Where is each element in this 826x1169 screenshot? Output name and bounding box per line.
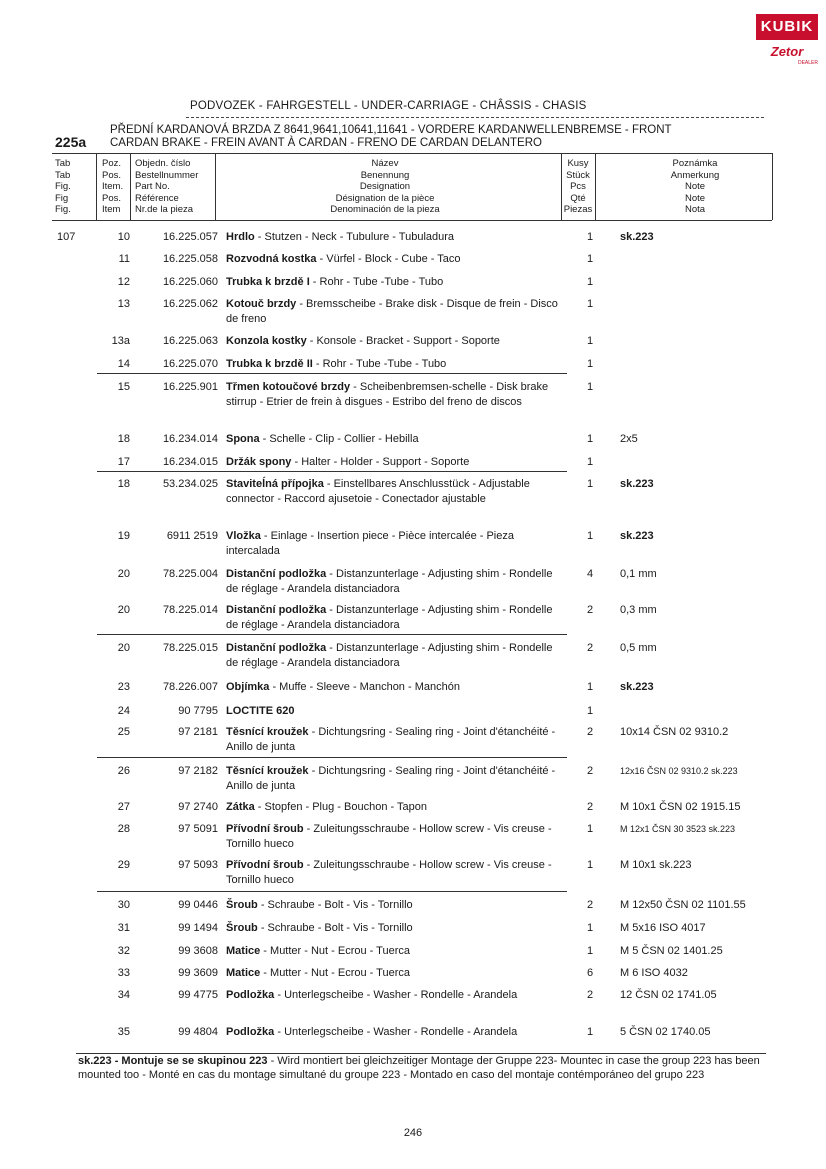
- row-pos: 17: [117, 456, 130, 468]
- page-number: 246: [403, 1127, 423, 1139]
- row-part-no: 16.225.070: [162, 358, 218, 370]
- row-name: Rozvodná kostka - Vürfel - Block - Cube - Taco: [226, 253, 461, 265]
- header-name: Název Benennung Designation Désignation de la pièce Denominación de la pieza: [330, 158, 440, 215]
- row-name: Třmen kotoučové brzdy - Scheibenbremsen-schelle - Disk brake stirrup - Etrier de frein à disgues - Estribo del freno de discos: [226, 381, 549, 408]
- logo-zetor-text: Zetor: [770, 44, 804, 59]
- row-pos: 31: [117, 922, 130, 934]
- row-note: 12 ČSN 02 1741.05: [620, 989, 717, 1001]
- row-qty: 4: [586, 568, 594, 580]
- row-pos: 33: [117, 967, 130, 979]
- row-note: 0,3 mm: [620, 604, 657, 616]
- row-pos: 32: [117, 945, 130, 957]
- row-note: sk.223: [620, 231, 654, 243]
- row-name: Držák spony - Halter - Holder - Support - Soporte: [226, 456, 470, 468]
- row-name: Podložka - Unterlegscheibe - Washer - Rondelle - Arandela: [226, 989, 518, 1001]
- row-pos: 25: [117, 726, 130, 738]
- row-pos: 14: [117, 358, 130, 370]
- row-part-no: 53.234.025: [162, 478, 218, 490]
- row-qty: 2: [586, 765, 594, 777]
- row-part-no: 99 1494: [178, 922, 218, 934]
- row-pos: 13a: [111, 335, 130, 347]
- row-name: Trubka k brzdě II - Rohr - Tube -Tube - Tubo: [226, 358, 447, 370]
- row-name: Těsnící kroužek - Dichtungsring - Sealing ring - Joint d'étanchéité - Anillo de junta: [226, 765, 556, 792]
- row-pos: 35: [117, 1026, 130, 1038]
- row-name: LOCTITE 620: [226, 705, 295, 717]
- header-fig: Tab Tab Fig. Fig Fig.: [55, 158, 71, 215]
- row-qty: 1: [586, 859, 594, 871]
- row-note: 12x16 ČSN 02 9310.2 sk.223: [620, 766, 738, 776]
- row-pos: 20: [117, 604, 130, 616]
- row-name: Zátka - Stopfen - Plug - Bouchon - Tapon: [226, 801, 427, 813]
- row-name: Distanční podložka - Distanzunterlage - Adjusting shim - Rondelle de réglage - Arandela distanciadora: [226, 604, 553, 631]
- row-note: M 10x1 sk.223: [620, 859, 692, 871]
- row-note: M 5x16 ISO 4017: [620, 922, 706, 934]
- row-separator: [97, 757, 567, 758]
- row-part-no: 97 5091: [178, 823, 218, 835]
- row-name: Přívodní šroub - Zuleitungsschraube - Hollow screw - Vis creuse - Tornillo hueco: [226, 859, 552, 886]
- row-name: Objímka - Muffe - Sleeve - Manchon - Manchón: [226, 681, 460, 693]
- row-part-no: 97 2740: [178, 801, 218, 813]
- row-pos: 18: [117, 433, 130, 445]
- row-pos: 18: [117, 478, 130, 490]
- row-part-no: 97 5093: [178, 859, 218, 871]
- row-qty: 2: [586, 642, 594, 654]
- row-name: Staviteĺná přípojka - Einstellbares Anschlusstück - Adjustable connector - Raccord ajusetoie - Conectador ajustable: [226, 478, 530, 505]
- row-part-no: 99 4775: [178, 989, 218, 1001]
- row-name: Trubka k brzdě I - Rohr - Tube -Tube - Tubo: [226, 276, 444, 288]
- row-pos: 30: [117, 899, 130, 911]
- header-note: Poznámka Anmerkung Note Note Nota: [670, 158, 720, 215]
- row-pos: 19: [117, 530, 130, 542]
- row-qty: 1: [586, 253, 594, 265]
- row-qty: 1: [586, 530, 594, 542]
- row-qty: 1: [586, 922, 594, 934]
- row-part-no: 16.225.063: [162, 335, 218, 347]
- row-part-no: 97 2181: [178, 726, 218, 738]
- row-name: Kotouč brzdy - Bremsscheibe - Brake disk - Disque de frein - Disco de freno: [226, 298, 558, 325]
- row-note: 5 ČSN 02 1740.05: [620, 1026, 711, 1038]
- row-part-no: 90 7795: [178, 705, 218, 717]
- footnote-key: sk.223 - Montuje se se skupinou 223: [78, 1055, 268, 1067]
- row-note: sk.223: [620, 681, 654, 693]
- row-qty: 1: [586, 478, 594, 490]
- logo-kubik-text: KUBIK: [756, 14, 818, 40]
- row-name: Distanční podložka - Distanzunterlage - Adjusting shim - Rondelle de réglage - Arandela distanciadora: [226, 568, 553, 595]
- row-part-no: 16.225.058: [162, 253, 218, 265]
- row-name: Konzola kostky - Konsole - Bracket - Support - Soporte: [226, 335, 500, 347]
- row-note: 10x14 ČSN 02 9310.2: [620, 726, 729, 738]
- row-name: Těsnící kroužek - Dichtungsring - Sealing ring - Joint d'étanchéité - Anillo de junta: [226, 726, 556, 753]
- row-note: M 6 ISO 4032: [620, 967, 688, 979]
- row-qty: 1: [586, 433, 594, 445]
- row-part-no: 78.225.015: [162, 642, 218, 654]
- row-pos: 27: [117, 801, 130, 813]
- row-fig: 107: [57, 231, 76, 243]
- row-qty: 1: [586, 1026, 594, 1038]
- footnote: [78, 1054, 768, 1082]
- row-name: Matice - Mutter - Nut - Ecrou - Tuerca: [226, 967, 411, 979]
- row-pos: 11: [118, 253, 130, 265]
- group-title-line2: CARDAN BRAKE - FREIN AVANT À CARDAN - FRENO DE CARDAN DELANTERO: [110, 137, 542, 149]
- row-qty: 1: [586, 681, 594, 693]
- row-qty: 2: [586, 989, 594, 1001]
- row-part-no: 16.225.060: [162, 276, 218, 288]
- row-note: M 12x1 ČSN 30 3523 sk.223: [620, 824, 736, 834]
- row-pos: 26: [117, 765, 130, 777]
- row-qty: 2: [586, 726, 594, 738]
- row-note: M 5 ČSN 02 1401.25: [620, 945, 723, 957]
- group-number: 225a: [55, 134, 87, 150]
- row-qty: 1: [586, 456, 594, 468]
- row-separator: [97, 634, 567, 635]
- row-part-no: 97 2182: [178, 765, 218, 777]
- row-note: M 10x1 ČSN 02 1915.15: [620, 801, 741, 813]
- header-qty: Kusy Stück Pcs Qté Piezas: [563, 158, 593, 215]
- row-note: M 12x50 ČSN 02 1101.55: [620, 899, 746, 911]
- row-part-no: 16.225.062: [162, 298, 218, 310]
- row-name: Podložka - Unterlegscheibe - Washer - Rondelle - Arandela: [226, 1026, 518, 1038]
- row-pos: 15: [117, 381, 130, 393]
- row-qty: 1: [586, 945, 594, 957]
- row-part-no: 16.234.015: [162, 456, 218, 468]
- row-pos: 13: [117, 298, 130, 310]
- row-separator: [97, 891, 567, 892]
- row-name: Šroub - Schraube - Bolt - Vis - Tornillo: [226, 899, 413, 911]
- row-qty: 6: [586, 967, 594, 979]
- row-part-no: 78.225.004: [162, 568, 218, 580]
- row-pos: 20: [117, 568, 130, 580]
- row-pos: 20: [117, 642, 130, 654]
- row-qty: 1: [586, 358, 594, 370]
- row-part-no: 6911 2519: [166, 530, 218, 542]
- row-part-no: 16.225.901: [162, 381, 218, 393]
- row-name: Vložka - Einlage - Insertion piece - Pièce intercalée - Pieza intercalada: [226, 530, 514, 557]
- row-name: Spona - Schelle - Clip - Collier - Hebilla: [226, 433, 419, 445]
- row-name: Hrdlo - Stutzen - Neck - Tubulure - Tubuladura: [226, 231, 455, 243]
- row-part-no: 99 4804: [178, 1026, 218, 1038]
- row-qty: 2: [586, 899, 594, 911]
- row-separator: [97, 471, 567, 472]
- row-qty: 1: [586, 276, 594, 288]
- row-qty: 1: [586, 381, 594, 393]
- row-note: sk.223: [620, 478, 654, 490]
- footnote-text: - Wird montiert bei gleichzeitiger Montage der Gruppe 223- Mountec in case the group 223 has been mounted too - Monté en cas du montage simultané du groupe 223 - Montado en caso del montaje contémporáneo del grupo 223: [78, 1055, 760, 1081]
- row-pos: 10: [117, 231, 130, 243]
- row-part-no: 99 3608: [178, 945, 218, 957]
- row-part-no: 78.225.014: [162, 604, 218, 616]
- row-separator: [97, 373, 567, 374]
- row-name: Distanční podložka - Distanzunterlage - Adjusting shim - Rondelle de réglage - Arandela distanciadora: [226, 642, 553, 669]
- row-part-no: 16.234.014: [162, 433, 218, 445]
- row-qty: 1: [586, 298, 594, 310]
- row-note: sk.223: [620, 530, 654, 542]
- row-part-no: 99 3609: [178, 967, 218, 979]
- header-pos: Poz. Pos. Item. Pos. Item: [102, 158, 124, 215]
- row-pos: 12: [117, 276, 130, 288]
- row-note: 2x5: [620, 433, 638, 445]
- row-name: Matice - Mutter - Nut - Ecrou - Tuerca: [226, 945, 411, 957]
- row-pos: 24: [117, 705, 130, 717]
- row-part-no: 16.225.057: [162, 231, 218, 243]
- row-part-no: 99 0446: [178, 899, 218, 911]
- row-qty: 1: [586, 705, 594, 717]
- group-title-line1: PŘEDNÍ KARDANOVÁ BRZDA Z 8641,9641,10641,11641 - VORDERE KARDANWELLENBREMSE - FRONT: [110, 124, 672, 136]
- header-part-no: Objedn. číslo Bestellnummer Part No. Référence Nr.de la pieza: [135, 158, 199, 215]
- row-pos: 23: [117, 681, 130, 693]
- row-note: 0,1 mm: [620, 568, 657, 580]
- section-title: PODVOZEK - FAHRGESTELL - UNDER-CARRIAGE - CHÂSSIS - CHASIS: [190, 100, 587, 112]
- row-pos: 29: [117, 859, 130, 871]
- row-qty: 1: [586, 231, 594, 243]
- row-pos: 28: [117, 823, 130, 835]
- row-qty: 1: [586, 823, 594, 835]
- row-name: Přívodní šroub - Zuleitungsschraube - Hollow screw - Vis creuse - Tornillo hueco: [226, 823, 552, 850]
- row-note: 0,5 mm: [620, 642, 657, 654]
- row-qty: 1: [586, 335, 594, 347]
- logo-dealer-text: DEALER: [797, 60, 818, 66]
- row-part-no: 78.226.007: [162, 681, 218, 693]
- row-pos: 34: [117, 989, 130, 1001]
- row-qty: 2: [586, 604, 594, 616]
- row-name: Šroub - Schraube - Bolt - Vis - Tornillo: [226, 922, 413, 934]
- row-qty: 2: [586, 801, 594, 813]
